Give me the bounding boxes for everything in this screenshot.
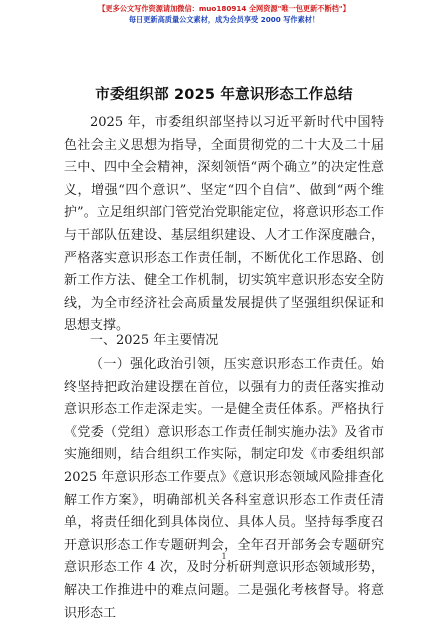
document-title: 市委组织部 2025 年意识形态工作总结 [95, 87, 353, 103]
intro-section [64, 112, 384, 338]
subsection-paragraph: （一）强化政治引领，压实意识形态工作责任。始终坚持把政治建设摆在首位，以强有力的责任落实推动意识形态工作走深走实。一是健全责任体系。严格执行《党委（党组）意识形态工作责任制实施办法》及省市实施细则，结合组织工作实际，制定印发《市委组织部 2025 年意识形态工作要点》《意识形态领域风险排查化解工作方案》，明确部机关各科室意识形态工作责任清单，将责任细化到具体岗位、具体人员。坚持每季度召开意识形态工作专题研判会，全年召开部务会专题研究意识形态工作 4 次，及时分析研判意识形态领域形势，解决工作推进中的难点问题。二是强化考核督导。将意识形态工 [64, 357, 384, 621]
page-number: 1 [221, 552, 227, 561]
intro-paragraph: 2025 年，市委组织部坚持以习近平新时代中国特色社会主义思想为指导，全面贯彻党的二十大及二十届三中、四中全会精神，深刻领悟“两个确立”的决定性意义，增强“四个意识”、坚定“四个自信”、做到“两个维护”。立足组织部门管党治党职能定位，将意识形态工作与干部队伍建设、基层组织建设、人才工作深度融合，严格落实意识形态工作责任制，不断优化工作思路、创新工作方法、健全工作机制，切实筑牢意识形态安全防线，为全市经济社会高质量发展提供了坚强组织保证和思想支撑。 [64, 115, 384, 334]
section-heading: 一、2025 年主要情况 [90, 333, 219, 348]
section-heading-block [64, 330, 384, 353]
subsection-section [64, 354, 384, 625]
promo-banner-line-2: 每日更新高质量公文素材，成为会员享受 2000 写作素材！ [128, 15, 320, 24]
promo-banner [0, 4, 448, 25]
promo-banner-line-1: 【更多公文写作资源请加微信：muo180914 全网资源"唯一包更新不断档"】 [98, 4, 350, 13]
